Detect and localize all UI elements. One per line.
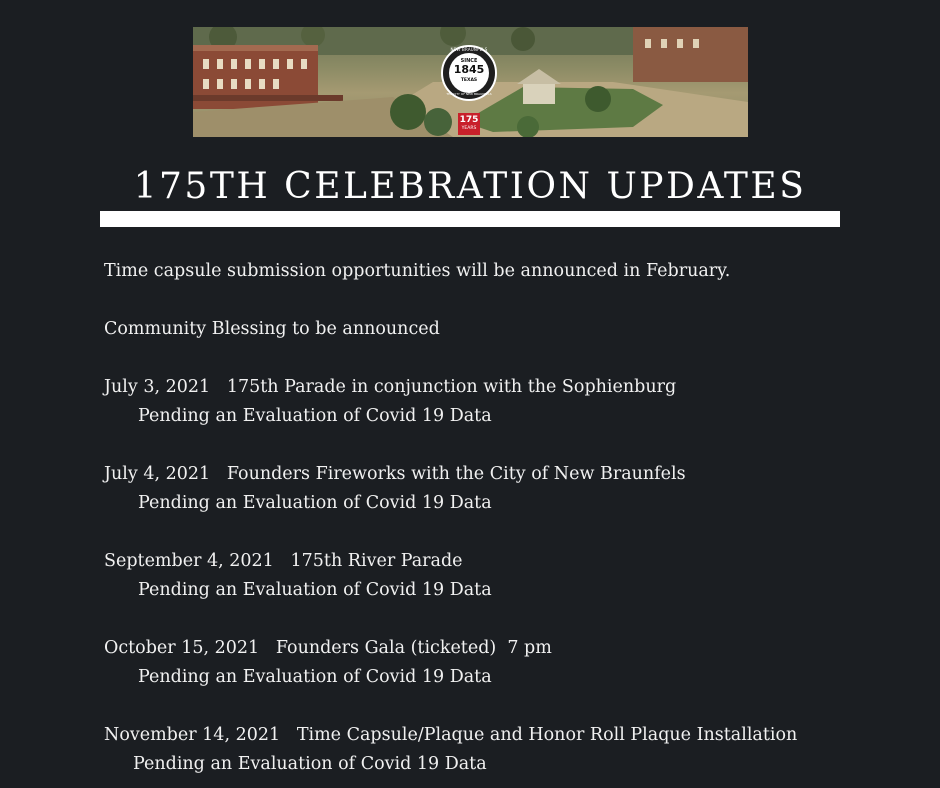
event-item bbox=[104, 547, 864, 605]
event-item bbox=[104, 721, 864, 779]
page-title: 175TH CELEBRATION UPDATES bbox=[133, 166, 807, 207]
event-date: July 3, 2021 bbox=[104, 377, 211, 397]
logo-since-text: SINCE bbox=[460, 58, 478, 64]
logo-year-text: 1845 bbox=[453, 63, 485, 76]
event-status: Pending an Evaluation of Covid 19 Data bbox=[138, 580, 492, 600]
city-logo bbox=[442, 46, 496, 100]
event-title: Time Capsule/Plaque and Honor Roll Plaque Installation bbox=[296, 725, 798, 745]
event-title: 175th River Parade bbox=[290, 551, 463, 571]
event-title: Founders Gala (ticketed) 7 pm bbox=[275, 638, 552, 658]
event-date: October 15, 2021 bbox=[104, 638, 260, 658]
announcement-time-capsule: Time capsule submission opportunities will be announced in February. bbox=[104, 261, 731, 281]
event-date: September 4, 2021 bbox=[104, 551, 274, 571]
event-title: 175th Parade in conjunction with the Sophienburg bbox=[226, 377, 677, 397]
title-divider bbox=[100, 211, 840, 227]
logo-top-text: NEW BRAUNFELS bbox=[450, 47, 488, 52]
event-status: Pending an Evaluation of Covid 19 Data bbox=[138, 493, 492, 513]
event-status: Pending an Evaluation of Covid 19 Data bbox=[133, 754, 487, 774]
event-status: Pending an Evaluation of Covid 19 Data bbox=[138, 667, 492, 687]
event-status: Pending an Evaluation of Covid 19 Data bbox=[138, 406, 492, 426]
logo-state-text: TEXAS bbox=[460, 78, 478, 83]
announcement-community-blessing: Community Blessing to be announced bbox=[104, 319, 440, 339]
event-item bbox=[104, 373, 864, 431]
header-banner-image bbox=[193, 27, 748, 137]
event-item bbox=[104, 634, 864, 692]
event-item bbox=[104, 460, 864, 518]
years-badge-number: 175 bbox=[459, 115, 479, 125]
years-badge-label: YEARS bbox=[461, 126, 477, 131]
event-title: Founders Fireworks with the City of New Braunfels bbox=[226, 464, 686, 484]
logo-bottom-text: THE CITY OF NEW BRAUNFELS bbox=[446, 92, 492, 96]
event-date: July 4, 2021 bbox=[104, 464, 211, 484]
years-badge bbox=[458, 113, 480, 135]
event-date: November 14, 2021 bbox=[104, 725, 281, 745]
announcements-content bbox=[104, 257, 864, 779]
